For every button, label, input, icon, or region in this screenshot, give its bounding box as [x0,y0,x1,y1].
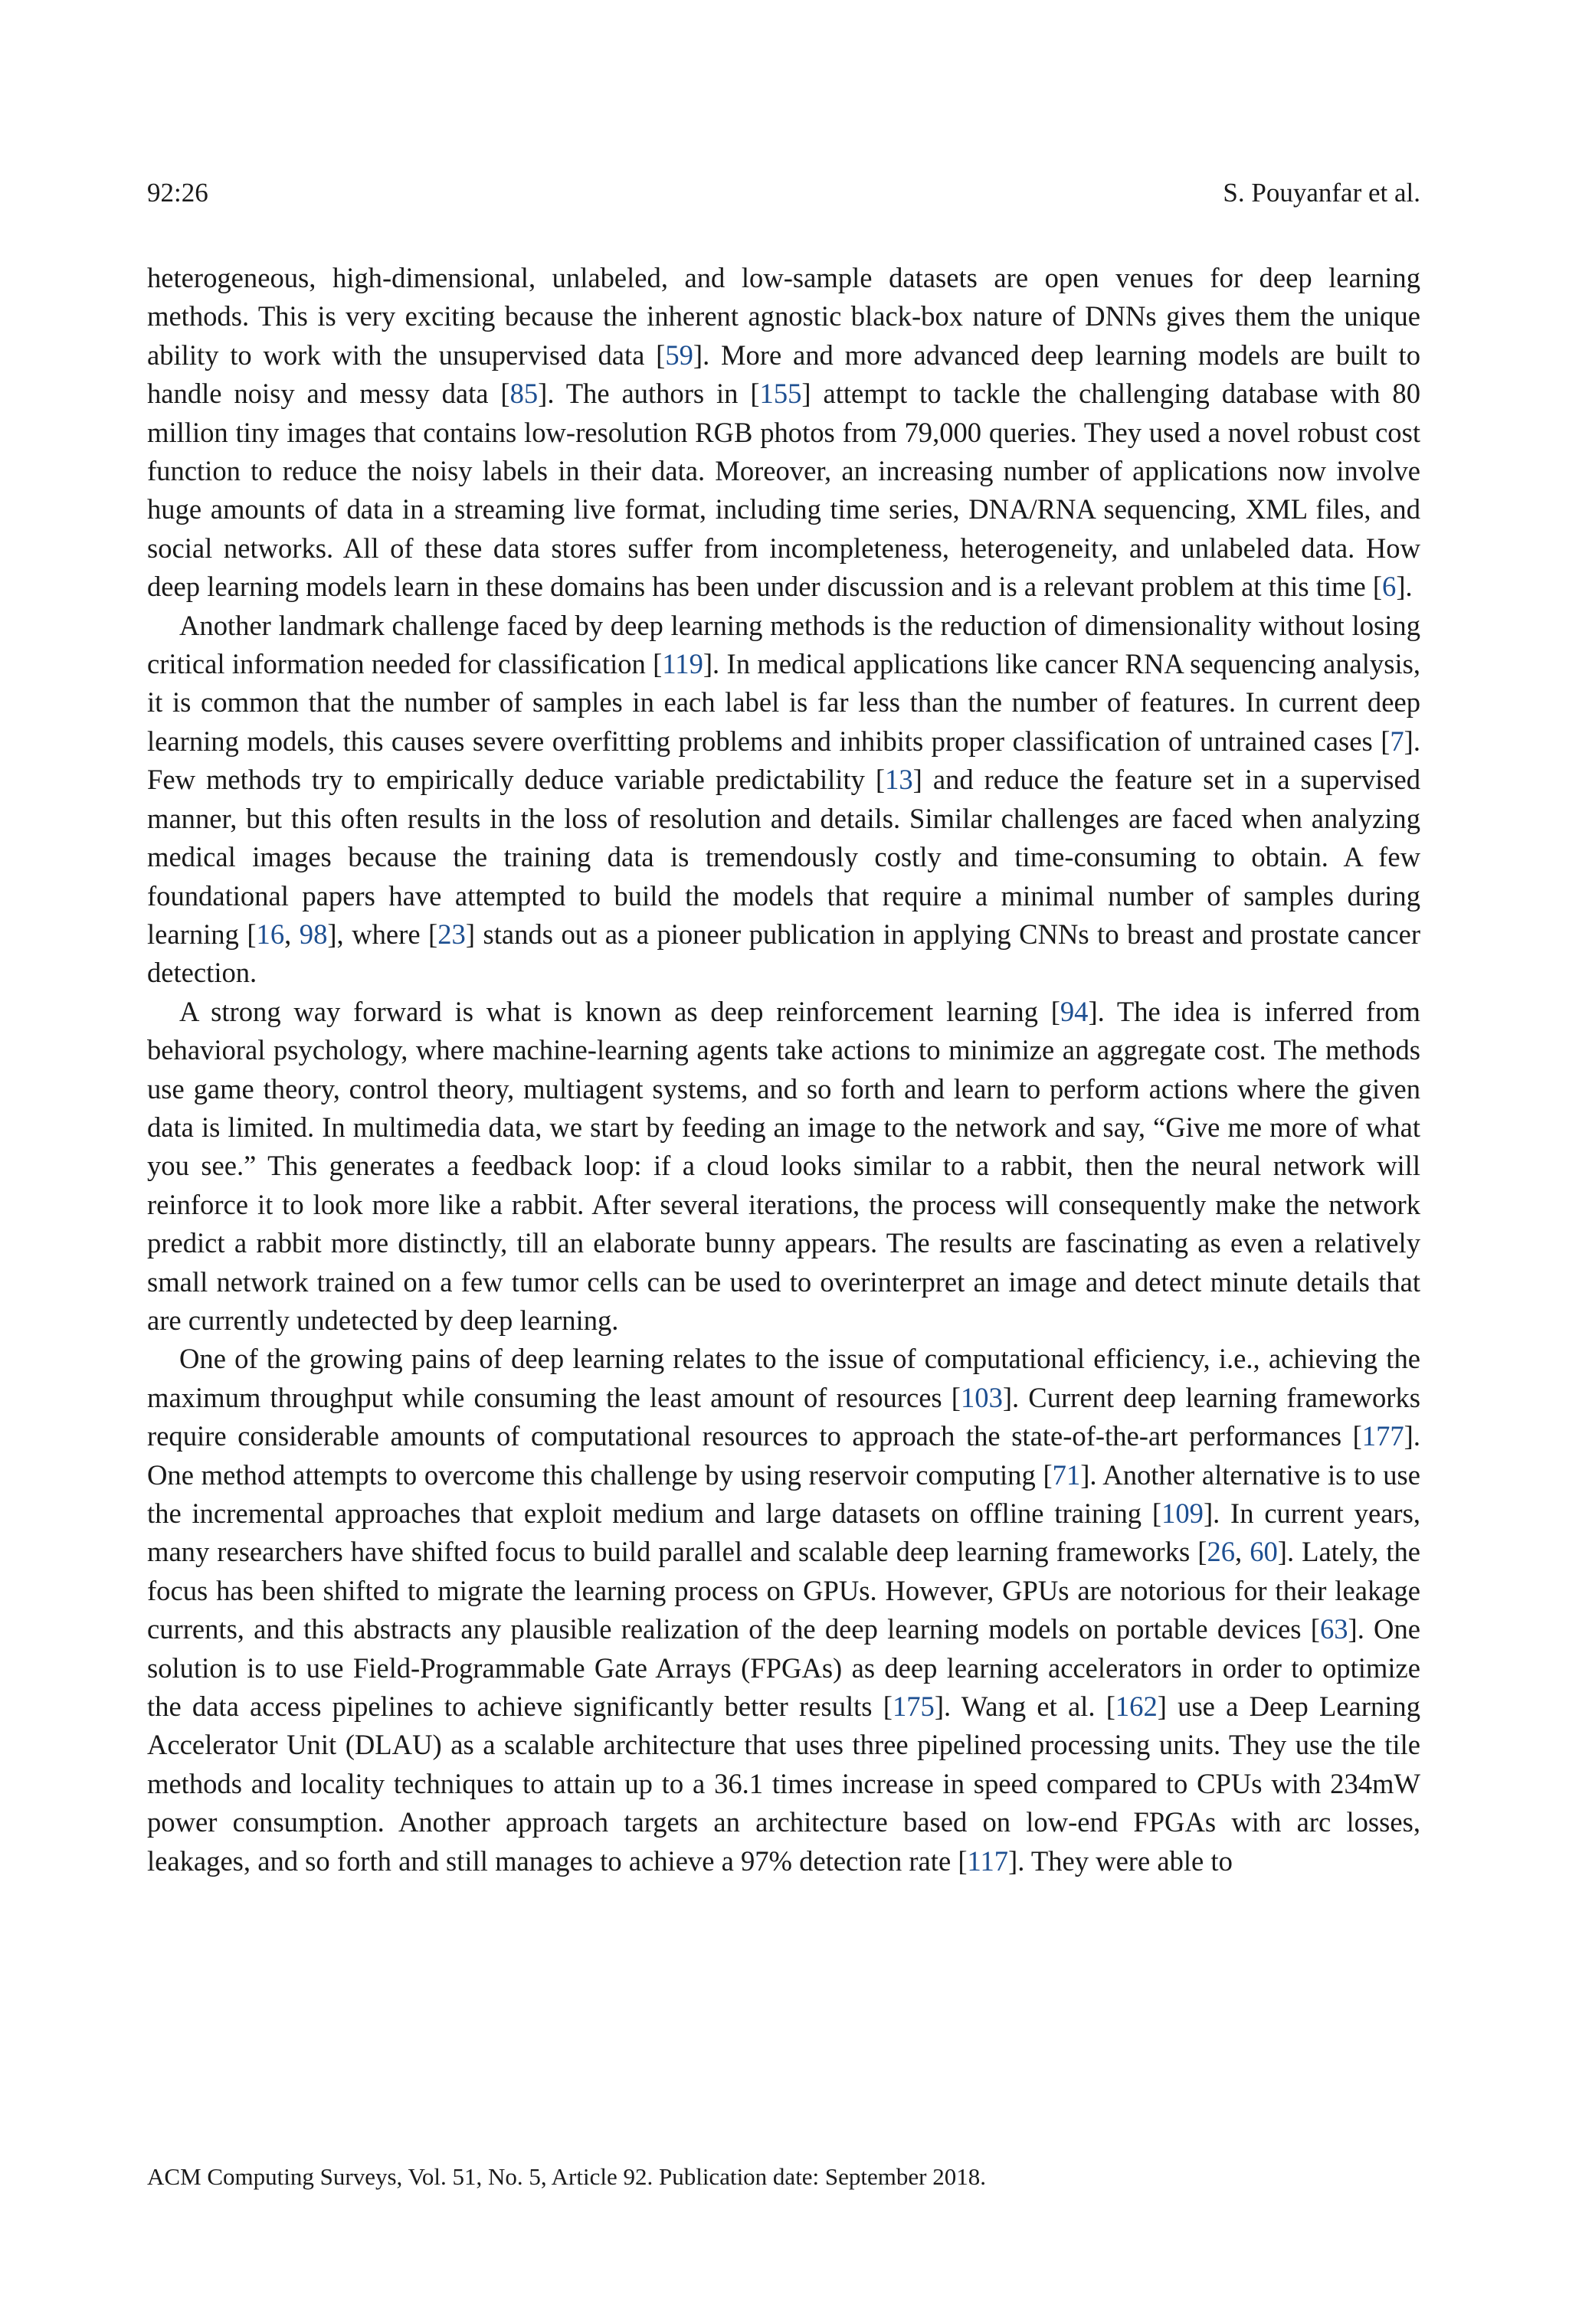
citation-link[interactable]: 94 [1060,995,1089,1027]
paragraph-text: ] stands out as a pioneer publication in applying CNNs to breast and prostate cancer detection. [147,918,1420,989]
paragraph [147,259,1420,607]
body-text [147,259,1420,1880]
paragraph-text: , [284,918,300,950]
paragraph-text: ]. More and more advanced deep learning models are built to handle noisy and messy data [ [147,339,1420,410]
paragraph-text: heterogeneous, high-dimensional, unlabeled, and low-sample datasets are open venues for deep learning methods. This is very exciting because the inherent agnostic black-box nature of DNNs gives them the unique ability to work with the unsupervised data [ [147,262,1420,371]
paragraph-text: ]. One solution is to use Field-Programmable Gate Arrays (FPGAs) as deep learning accelerators in order to optimize the data access pipelines to achieve significantly better results [ [147,1613,1420,1723]
page-footer: ACM Computing Surveys, Vol. 51, No. 5, Article 92. Publication date: September 2018. [147,2163,986,2190]
paragraph-text: ]. [1396,571,1413,603]
citation-link[interactable]: 13 [885,764,913,796]
citation-link[interactable]: 6 [1382,571,1397,603]
header-authors: S. Pouyanfar et al. [1223,178,1420,208]
citation-link[interactable]: 98 [299,918,328,950]
citation-link[interactable]: 26 [1207,1536,1236,1568]
citation-link[interactable]: 103 [960,1381,1003,1413]
paragraph [147,607,1420,993]
citation-link[interactable]: 59 [665,339,693,371]
paragraph-text: ]. The authors in [ [538,378,760,410]
citation-link[interactable]: 85 [509,378,539,410]
citation-link[interactable]: 109 [1161,1498,1204,1529]
paragraph-text: Another landmark challenge faced by deep learning methods is the reduction of dimensionality without losing critical information needed for classification [ [147,609,1420,680]
paragraph [147,993,1420,1340]
citation-link[interactable]: 177 [1361,1420,1404,1452]
citation-link[interactable]: 16 [256,918,285,950]
paragraph-text: ] and reduce the feature set in a supervised manner, but this often results in the loss of resolution and details. Similar challenges are faced when analyzing medical images because the training data is tremendously costly and time-consuming to obtain. A few foundational papers have attempted to build the models that require a minimal number of samples during learning [ [147,764,1420,950]
paragraph-text: ]. The idea is inferred from behavioral psychology, where machine-learning agents take actions to minimize an aggregate cost. The methods use game theory, control theory, multiagent systems, and so forth and learn to perform actions where the given data is limited. In multimedia data, we start by feeding an image to the network and say, “Give me more of what you see.” This generates a feedback loop: if a cloud looks similar to a rabbit, then the neural network will reinforce it to look more like a rabbit. After several iterations, the process will consequently make the network predict a rabbit more distinctly, till an elaborate bunny appears. The results are fascinating as even a relatively small network trained on a few tumor cells can be used to overinterpret an image and detect minute details that are currently undetected by deep learning. [147,995,1420,1336]
paragraph-text: ]. Another alternative is to use the incremental approaches that exploit medium and large datasets on offline training [ [147,1458,1420,1529]
running-header [147,173,1420,213]
citation-link[interactable]: 117 [967,1844,1009,1877]
citation-link[interactable]: 63 [1319,1613,1348,1645]
paragraph-text: ]. They were able to [1008,1844,1233,1877]
citation-link[interactable]: 71 [1052,1458,1081,1491]
paragraph-text: ]. Lately, the focus has been shifted to migrate the learning process on GPUs. However, GPUs are notorious for their leakage currents, and this abstracts any plausible realization of the deep learning models on portable devices [ [147,1536,1421,1645]
paragraph-text: One of the growing pains of deep learning relates to the issue of computational efficiency, i.e., achieving the maximum throughput while consuming the least amount of resources [ [147,1343,1420,1413]
citation-link[interactable]: 60 [1250,1536,1278,1568]
citation-link[interactable]: 175 [892,1691,935,1723]
page-number: 92:26 [147,178,208,208]
paragraph-text: ] attempt to tackle the challenging database with 80 million tiny images that contains low-resolution RGB photos from 79,000 queries. They used a novel robust cost function to reduce the noisy labels in their data. Moreover, an increasing number of applications now involve huge amounts of data in a streaming live format, including time series, DNA/RNA sequencing, XML files, and social networks. All of these data stores suffer from incompleteness, heterogeneity, and unlabeled data. How deep learning models learn in these domains has been under discussion and is a relevant problem at this time [ [147,378,1420,603]
paragraph-text: ]. In current years, many researchers have shifted focus to build parallel and scalable deep learning frameworks [ [147,1498,1420,1568]
paragraph [147,1340,1420,1880]
paragraph-text: , [1235,1536,1250,1568]
paragraph-text: ]. One method attempts to overcome this challenge by using reservoir computing [ [147,1420,1420,1491]
paragraph-text: ], where [ [327,918,438,950]
paragraph-text: ]. Current deep learning frameworks require considerable amounts of computational resources to approach the state-of-the-art performances [ [147,1381,1421,1452]
paragraph-text: A strong way forward is what is known as deep reinforcement learning [ [179,995,1060,1027]
paragraph-text: ]. Wang et al. [ [934,1691,1115,1723]
paragraph-text: ]. Few methods try to empirically deduce variable predictability [ [147,725,1420,796]
citation-link[interactable]: 7 [1390,725,1404,757]
paragraph-text: ]. In medical applications like cancer RNA sequencing analysis, it is common that the number of samples in each label is far less than the number of features. In current deep learning models, this causes severe overfitting problems and inhibits proper classification of untrained cases [ [147,648,1420,757]
citation-link[interactable]: 119 [662,648,703,680]
citation-link[interactable]: 162 [1115,1691,1158,1723]
citation-link[interactable]: 155 [759,378,802,410]
paragraph-text: ] use a Deep Learning Accelerator Unit (DLAU) as a scalable architecture that uses three pipelined processing units. They use the tile methods and locality techniques to attain up to a 36.1 times increase in speed compared to CPUs with 234mW power consumption. Another approach targets an architecture based on low-end FPGAs with arc losses, leakages, and so forth and still manages to achieve a 97% detection rate [ [147,1691,1420,1877]
citation-link[interactable]: 23 [437,918,466,950]
